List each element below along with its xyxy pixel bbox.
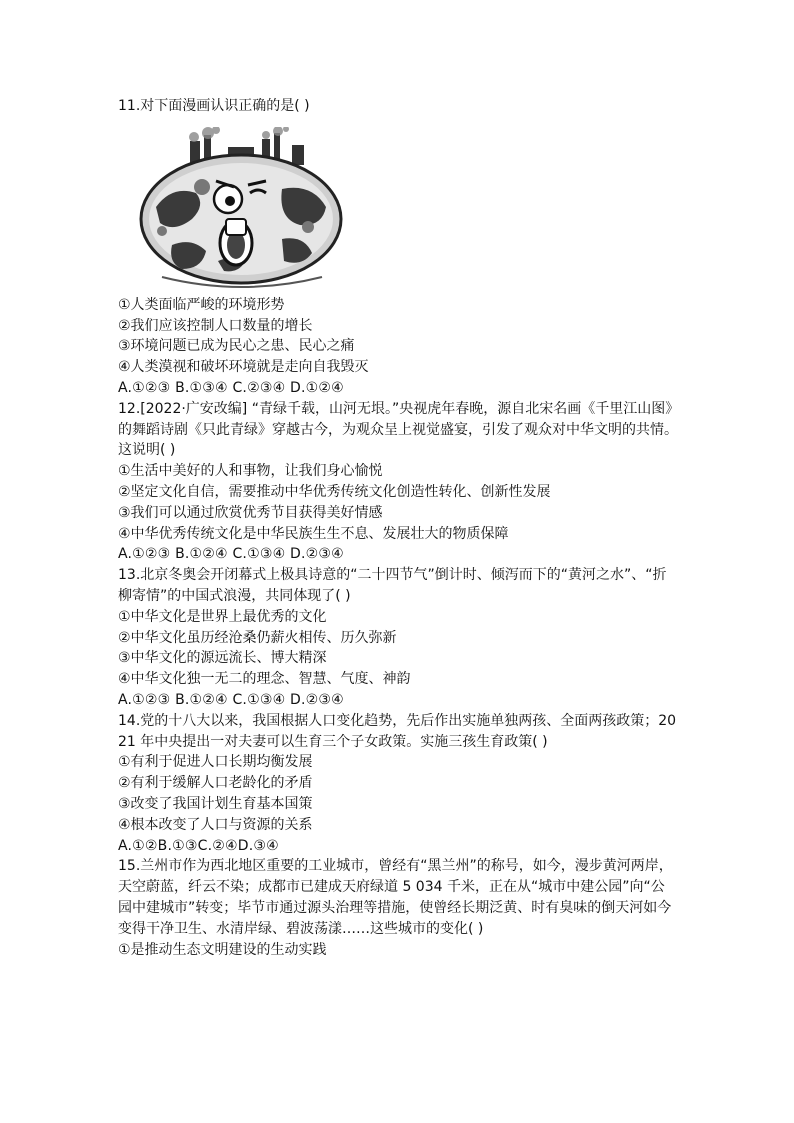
q11-option-3: ③环境问题已成为民心之患、民心之痛 — [118, 338, 355, 355]
q14-option-2: ②有利于缓解人口老龄化的矛盾 — [118, 775, 313, 792]
document-page — [118, 96, 678, 960]
q13-option-2: ②中华文化虽历经沧桑仍薪火相传、历久弥新 — [118, 629, 397, 646]
q11-option-2: ②我们应该控制人口数量的增长 — [118, 317, 313, 334]
q12-option-2: ②坚定文化自信，需要推动中华优秀传统文化创造性转化、创新性发展 — [118, 483, 551, 500]
q11-option-1: ①人类面临严峻的环境形势 — [118, 296, 285, 313]
q12-option-1: ①生活中美好的人和事物，让我们身心愉悦 — [118, 463, 383, 480]
q15-stem: 15.兰州市作为西北地区重要的工业城市，曾经有“黑兰州”的称号，如今，漫步黄河两岸，天空蔚蓝，纤云不染；成都市已建成天府绿道 5 034 千米，正在从“城市中建公园”向“公园中建城市”转变；毕节市通过源头治理等措施，使曾经长期泛黄、时有臭味的倒天河如今变得干净卫生、水清岸绿、碧波荡漾……这些城市的变化( ) — [118, 858, 673, 937]
q14-answers: A.①②B.①③C.②④D.③④ — [118, 837, 279, 854]
q13-option-3: ③中华文化的源远流长、博大精深 — [118, 650, 327, 667]
q15-option-1: ①是推动生态文明建设的生动实践 — [118, 941, 327, 958]
q11-answers: A.①②③ B.①③④ C.②③④ D.①②④ — [118, 379, 344, 396]
earth-pollution-cartoon — [132, 127, 350, 289]
q14-option-1: ①有利于促进人口长期均衡发展 — [118, 754, 313, 771]
q11-option-4: ④人类漠视和破坏环境就是走向自我毁灭 — [118, 359, 369, 376]
q11-stem: 11.对下面漫画认识正确的是( ) — [118, 98, 310, 114]
q14-stem: 14.党的十八大以来，我国根据人口变化趋势，先后作出实施单独两孩、全面两孩政策；2021 年中央提出一对夫妻可以生育三个子女政策。实施三孩生育政策( ) — [118, 712, 677, 750]
q12-option-4: ④中华优秀传统文化是中华民族生生不息、发展壮大的物质保障 — [118, 525, 509, 542]
q13-option-4: ④中华文化独一无二的理念、智慧、气度、神韵 — [118, 671, 411, 688]
q12-answers: A.①②③ B.①②④ C.①③④ D.②③④ — [118, 546, 344, 563]
q12-option-3: ③我们可以通过欣赏优秀节目获得美好情感 — [118, 504, 383, 521]
q14-option-3: ③改变了我国计划生育基本国策 — [118, 795, 313, 812]
q13-answers: A.①②③ B.①②④ C.①③④ D.②③④ — [118, 691, 344, 708]
q12-stem: 12.[2022·广安改编] “青绿千载，山河无垠。”央视虎年春晚，源自北宋名画《千里江山图》的舞蹈诗剧《只此青绿》穿越古今，为观众呈上视觉盛宴，引发了观众对中华文明的共情。这说明( ) — [118, 400, 678, 459]
q13-option-1: ①中华文化是世界上最优秀的文化 — [118, 608, 327, 625]
q13-stem: 13.北京冬奥会开闭幕式上极具诗意的“二十四节气”倒计时、倾泻而下的“黄河之水”、“折柳寄情”的中国式浪漫，共同体现了( ) — [118, 567, 667, 604]
q14-option-4: ④根本改变了人口与资源的关系 — [118, 816, 313, 833]
